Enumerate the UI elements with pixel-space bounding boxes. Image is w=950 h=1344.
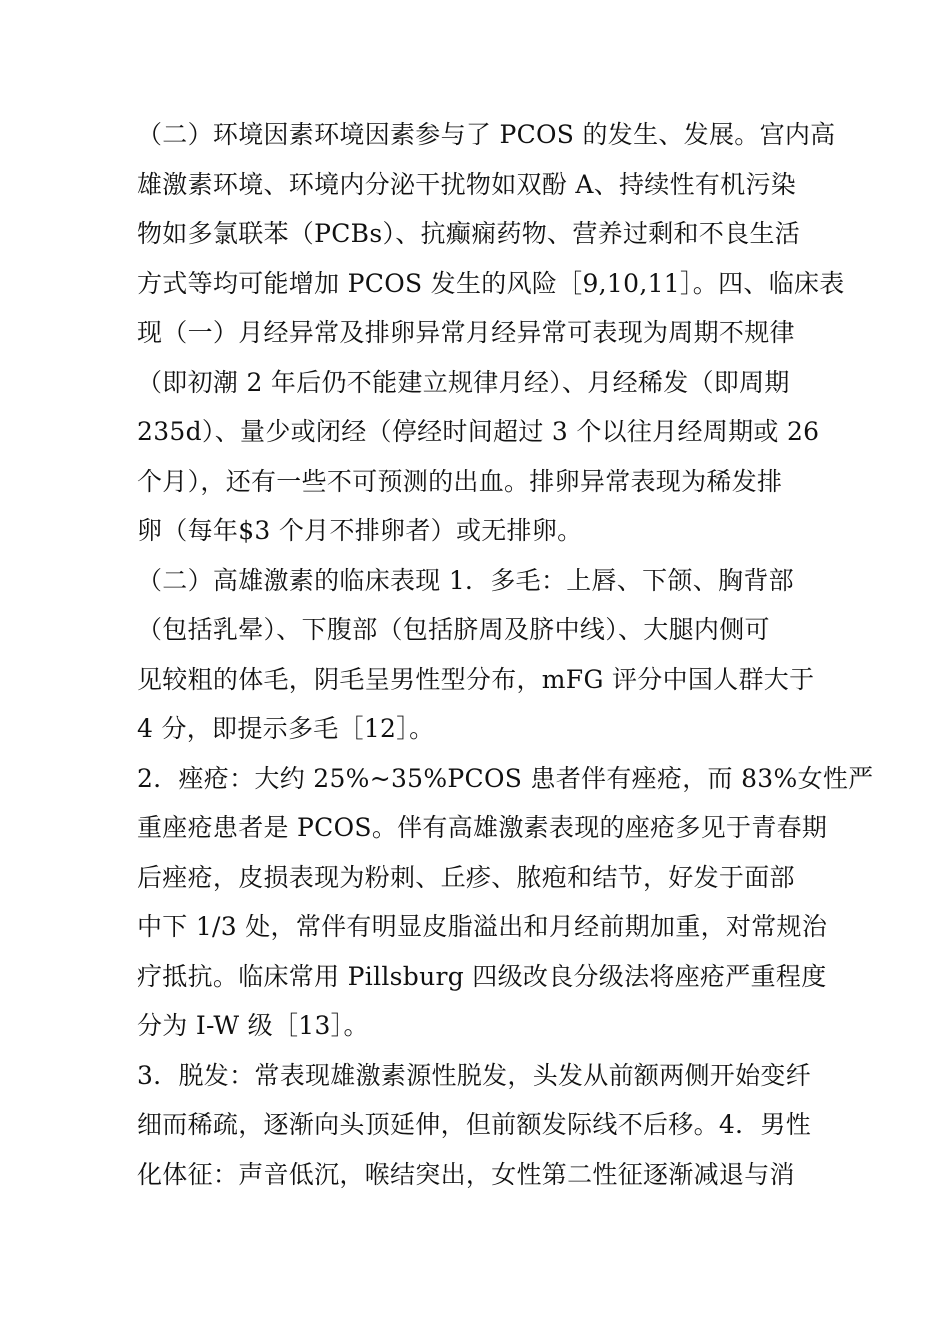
text-line: 化体征：声音低沉，喉结突出，女性第二性征逐渐减退与消 (137, 1159, 795, 1189)
text-line: 235d）、量少或闭经（停经时间超过 3 个以往月经周期或 26 (137, 417, 820, 446)
text-line: 中下 1/3 处，常伴有明显皮脂溢出和月经前期加重，对常规治 (137, 912, 828, 941)
text-line: 分为 I-W 级［13］。 (137, 1011, 369, 1040)
text-line: （二）环境因素环境因素参与了 PCOS 的发生、发展。宫内高 (137, 120, 836, 149)
text-line: 见较粗的体毛，阴毛呈男性型分布，mFG 评分中国人群大于 (137, 664, 815, 694)
text-line: 疗抵抗。临床常用 Pillsburg 四级改良分级法将座疮严重程度 (137, 961, 827, 991)
text-line: 细而稀疏，逐渐向头顶延伸，但前额发际线不后移。4．男性 (137, 1110, 812, 1139)
text-line: 个月），还有一些不可预测的出血。排卵异常表现为稀发排 (137, 466, 783, 496)
text-line: （包括乳晕）、下腹部（包括脐周及脐中线）、大腿内侧可 (137, 615, 770, 644)
text-line: 现（一）月经异常及排卵异常月经异常可表现为周期不规律 (137, 318, 795, 347)
text-line: 3．脱发：常表现雄激素源性脱发，头发从前额两侧开始变纤 (137, 1060, 812, 1090)
text-line: （二）高雄激素的临床表现 1．多毛：上唇、下颌、胸背部 (137, 565, 794, 595)
text-line: 物如多氯联苯（PCBs）、抗癫痫药物、营养过剩和不良生活 (137, 219, 801, 248)
text-line: 4 分，即提示多毛［12］。 (137, 714, 435, 743)
text-line: 后痤疮，皮损表现为粉刺、丘疹、脓疱和结节，好发于面部 (137, 862, 795, 892)
text-line: （即初潮 2 年后仍不能建立规律月经）、月经稀发（即周期 (137, 367, 790, 397)
text-line: 重座疮患者是 PCOS。伴有高雄激素表现的座疮多见于青春期 (137, 813, 828, 842)
body-text (137, 110, 874, 1199)
text-line: 卵（每年$3 个月不排卵者）或无排卵。 (137, 516, 583, 545)
text-line: 2．痤疮：大约 25%~35%PCOS 患者伴有痤疮，而 83%女性严 (137, 763, 874, 793)
text-line: 方式等均可能增加 PCOS 发生的风险［9,10,11］。四、临床表 (137, 268, 845, 298)
text-line: 雄激素环境、环境内分泌干扰物如双酚 A、持续性有机污染 (137, 169, 797, 199)
